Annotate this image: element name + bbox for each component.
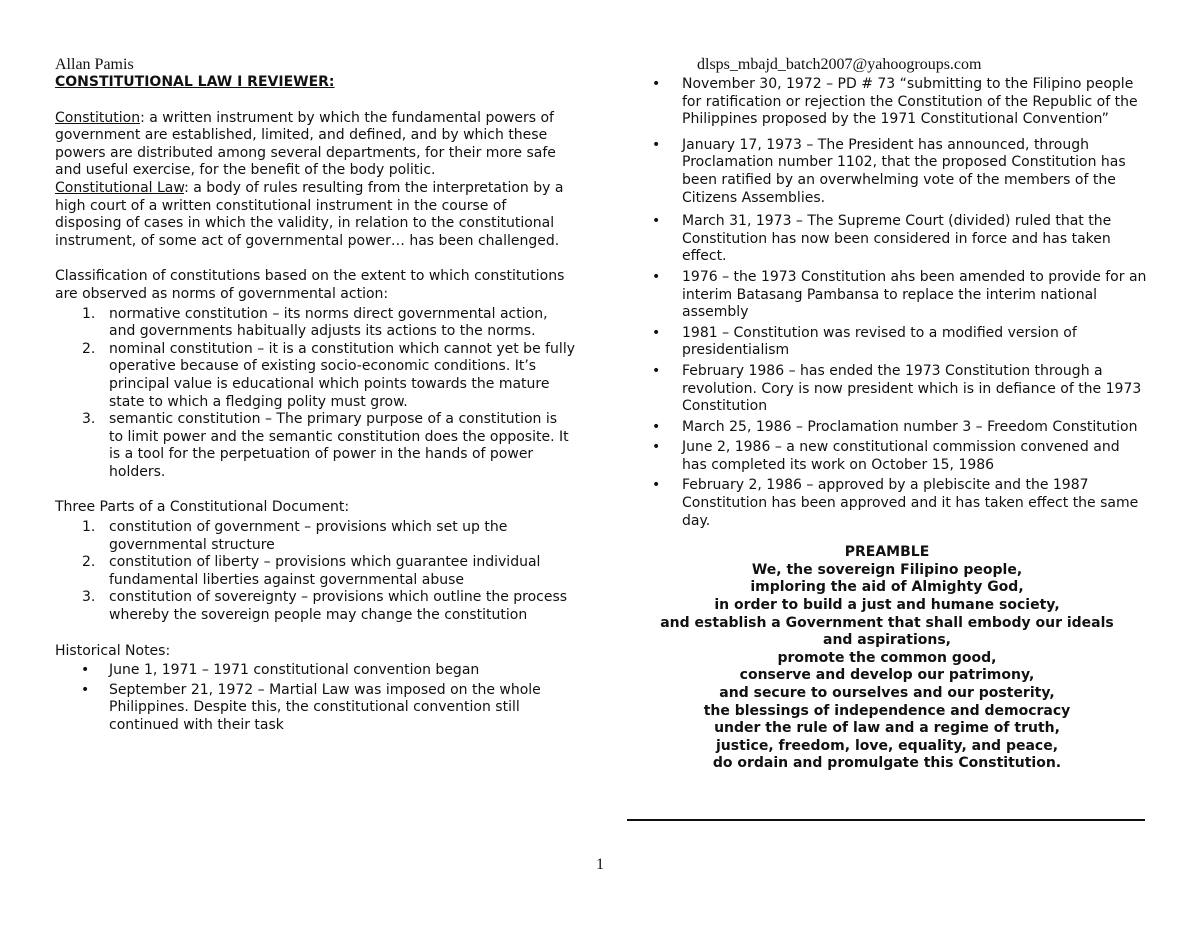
list-item-text: semantic constitution – The primary purpose of a constitution is to limit power and the semantic constitution does the opposite. It is a tool for the perpetuation of power in the hands of power holders. — [109, 411, 569, 480]
list-item-text: June 1, 1971 – 1971 constitutional convention began — [109, 662, 480, 679]
preamble-line: the blessings of independence and democracy — [703, 702, 1071, 719]
list-item — [627, 213, 1147, 266]
preamble-line: imploring the aid of Almighty God, — [750, 579, 1024, 596]
list-item-text: normative constitution – its norms direct governmental action, and governments habitually adjusts its actions to the norms. — [109, 305, 548, 340]
author-name: Allan Pamis — [55, 56, 134, 73]
list-item — [627, 477, 1147, 530]
definition-constitutional-law — [55, 180, 575, 250]
parts-list — [55, 519, 575, 625]
document-title: CONSTITUTIONAL LAW I REVIEWER: — [55, 74, 335, 90]
left-column — [55, 56, 575, 737]
list-number: 1. — [82, 519, 96, 536]
bullet-icon: • — [652, 213, 661, 230]
bullet-icon: • — [81, 681, 90, 698]
list-item-text: June 2, 1986 – a new constitutional commission convened and has completed its work on October 15, 1986 — [682, 439, 1120, 473]
bullet-icon: • — [652, 136, 661, 153]
list-item — [627, 137, 1147, 207]
parts-heading: Three Parts of a Constitutional Document: — [55, 499, 350, 516]
term-constitution: Constitution — [55, 109, 141, 126]
bullet-icon: • — [652, 418, 661, 435]
list-number: 2. — [82, 554, 96, 571]
list-item — [627, 269, 1147, 322]
bullet-icon: • — [652, 268, 661, 285]
historical-list-left — [55, 662, 575, 734]
right-column — [627, 56, 1147, 773]
list-item-text: September 21, 1972 – Martial Law was imposed on the whole Philippines. Despite this, the constitutional convention still continued with their task — [109, 681, 541, 733]
definition-constitution-text: : a written instrument by which the fundamental powers of government are established, limited, and defined, and by which these powers are distributed among several departments, for their more safe and useful exercise, for the benefit of the body politic. — [55, 109, 556, 179]
list-item-text: November 30, 1972 – PD # 73 “submitting to the Filipino people for ratification or rejection the Constitution of the Republic of the Philippines proposed by the 1971 Constitutional Convention” — [682, 76, 1138, 128]
preamble-line: promote the common good, — [777, 649, 997, 666]
preamble-line: We, the sovereign Filipino people, — [751, 561, 1023, 578]
list-number: 2. — [82, 340, 96, 357]
list-item-text: January 17, 1973 – The President has announced, through Proclamation number 1102, that the proposed Constitution has been ratified by an overwhelming vote of the members of the Citizens Assemblies. — [682, 136, 1126, 206]
list-number: 1. — [82, 305, 96, 322]
bullet-icon: • — [652, 324, 661, 341]
group-email: dlsps_mbajd_batch2007@yahoogroups.com — [697, 56, 982, 73]
bullet-icon: • — [652, 76, 661, 92]
bullet-icon: • — [652, 477, 661, 494]
list-item — [627, 419, 1147, 437]
bullet-icon: • — [652, 362, 661, 379]
preamble-line: and secure to ourselves and our posterity, — [719, 685, 1055, 701]
term-constitutional-law: Constitutional Law — [55, 179, 185, 196]
preamble — [627, 544, 1147, 773]
list-item-text: February 2, 1986 – approved by a plebiscite and the 1987 Constitution has been approved and it has taken effect the same day. — [682, 477, 1139, 529]
list-item — [55, 682, 575, 735]
preamble-line: justice, freedom, love, equality, and peace, — [715, 737, 1059, 754]
list-item — [55, 306, 575, 341]
list-item — [55, 519, 575, 554]
preamble-line: and aspirations, — [823, 632, 951, 649]
list-item-text: constitution of government – provisions which set up the governmental structure — [109, 519, 508, 553]
preamble-line: and establish a Government that shall embody our ideals — [660, 614, 1114, 631]
list-item — [55, 589, 575, 624]
bullet-icon: • — [652, 439, 661, 456]
list-item — [627, 363, 1147, 416]
preamble-line: conserve and develop our patrimony, — [739, 667, 1035, 684]
list-item-text: constitution of sovereignty – provisions which outline the process whereby the sovereign people may change the constitution — [109, 589, 568, 624]
list-item-text: February 1986 – has ended the 1973 Constitution through a revolution. Cory is now president which is in defiance of the 1973 Constitution — [682, 362, 1142, 415]
definition-constitution — [55, 110, 575, 180]
list-item-text: March 31, 1973 – The Supreme Court (divided) ruled that the Constitution has now been considered in force and has taken effect. — [682, 213, 1112, 265]
bullet-icon: • — [81, 662, 90, 679]
historical-list-right — [627, 76, 1147, 530]
classification-list — [55, 306, 575, 482]
list-number: 3. — [82, 411, 96, 428]
list-item — [627, 76, 1147, 129]
list-item — [627, 439, 1147, 474]
preamble-line: do ordain and promulgate this Constitution. — [712, 755, 1062, 772]
horizontal-rule — [627, 819, 1145, 821]
list-item-text: constitution of liberty – provisions which guarantee individual fundamental liberties against governmental abuse — [109, 554, 541, 588]
list-item-text: nominal constitution – it is a constitution which cannot yet be fully operative because of existing socio-economic conditions. It’s principal value is educational which points towards the mature state to which a fledging polity must grow. — [109, 340, 575, 410]
historical-heading: Historical Notes: — [55, 642, 171, 659]
list-item — [55, 341, 575, 411]
definition-constitutional-law-text: : a body of rules resulting from the interpretation by a high court of a written constitutional instrument in the course of disposing of cases in which the validity, in relation to the constitutional instrument, of some act of governmental power… has been challenged. — [55, 179, 564, 249]
list-item — [627, 325, 1147, 360]
list-item-text: 1981 – Constitution was revised to a modified version of presidentialism — [682, 324, 1077, 359]
page-number: 1 — [596, 856, 604, 873]
list-item — [55, 662, 575, 680]
preamble-line: under the rule of law and a regime of truth, — [714, 720, 1060, 737]
preamble-line: in order to build a just and humane society, — [714, 597, 1060, 614]
preamble-heading: PREAMBLE — [844, 544, 930, 561]
list-item — [55, 411, 575, 481]
list-item — [55, 554, 575, 589]
list-item-text: March 25, 1986 – Proclamation number 3 – Freedom Constitution — [682, 418, 1138, 435]
list-item-text: 1976 – the 1973 Constitution ahs been amended to provide for an interim Batasang Pambansa to replace the interim national assembly — [682, 268, 1147, 321]
classification-heading: Classification of constitutions based on the extent to which constitutions are observed as norms of governmental action: — [55, 268, 565, 302]
list-number: 3. — [82, 589, 96, 606]
